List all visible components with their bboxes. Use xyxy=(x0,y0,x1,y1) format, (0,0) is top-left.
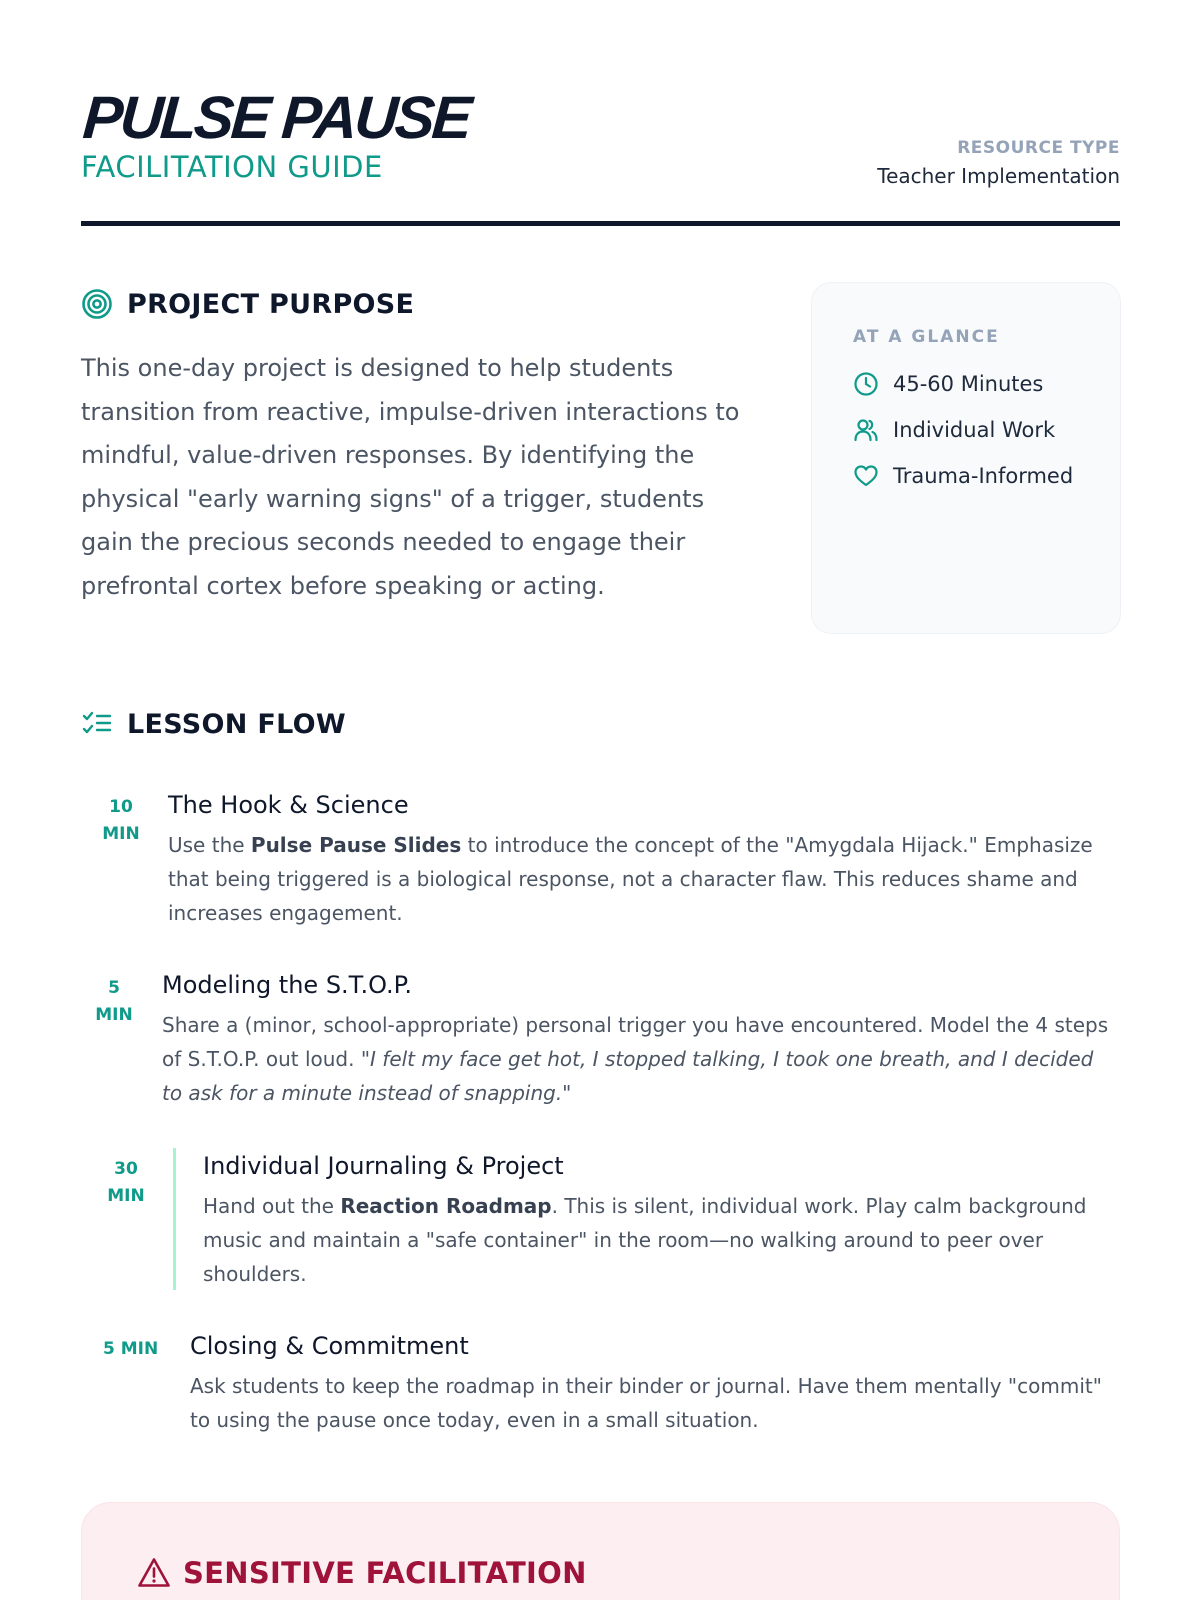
purpose-heading-text: PROJECT PURPOSE xyxy=(127,288,415,320)
flow-time xyxy=(96,794,146,848)
glance-label: AT A GLANCE xyxy=(853,327,1000,347)
resource-type-value: Teacher Implementation xyxy=(877,164,1120,188)
header-divider xyxy=(81,221,1120,226)
lesson-flow-heading-text: LESSON FLOW xyxy=(127,708,346,740)
clock-icon xyxy=(853,371,879,397)
flow-title: Individual Journaling & Project xyxy=(203,1152,564,1180)
sensitive-heading-text: SENSITIVE FACILITATION xyxy=(183,1556,587,1590)
warning-icon xyxy=(137,1556,171,1590)
desc-text: to introduce the concept of the "Amygdala Hijack." Emphasize that being triggered is a biological response, not a character flaw. This reduces shame and increases engagement. xyxy=(168,833,1093,925)
sensitive-heading xyxy=(137,1556,587,1590)
desc-bold: Pulse Pause Slides xyxy=(250,833,462,857)
flow-description xyxy=(203,1189,1118,1291)
time-unit: MIN xyxy=(95,1005,133,1025)
flow-description xyxy=(162,1008,1118,1110)
checklist-icon xyxy=(81,708,113,740)
desc-bold: Reaction Roadmap xyxy=(340,1194,552,1218)
flow-time: 5 MIN xyxy=(103,1339,159,1359)
time-number: 10 xyxy=(109,797,133,817)
glance-item-work xyxy=(853,417,1055,443)
flow-title: Closing & Commitment xyxy=(190,1332,469,1360)
time-unit: MIN xyxy=(102,824,140,844)
sensitive-facilitation-card xyxy=(81,1502,1120,1600)
flow-time xyxy=(101,1156,151,1210)
desc-text: . This is silent, individual work. Play calm background music and maintain a "safe container" in the room—no walking around to peer over shoulders. xyxy=(203,1194,1087,1286)
glance-item-duration xyxy=(853,371,1043,397)
users-icon xyxy=(853,417,879,443)
time-unit: MIN xyxy=(107,1186,145,1206)
glance-item-text: 45-60 Minutes xyxy=(893,372,1044,396)
desc-text: Use the xyxy=(168,833,251,857)
lesson-flow-heading xyxy=(81,708,346,740)
time-number: 5 xyxy=(108,978,120,998)
purpose-text: This one-day project is designed to help students transition from reactive, impulse-driven interactions to mindful, value-driven responses. By identifying the physical "early warning signs" of a trigger, students gain the precious seconds needed to engage their prefrontal cortex before speaking or acting. xyxy=(81,354,740,600)
resource-type-label: RESOURCE TYPE xyxy=(957,138,1120,158)
heart-icon xyxy=(853,463,879,489)
purpose-heading xyxy=(81,288,414,320)
flow-title: Modeling the S.T.O.P. xyxy=(162,971,413,999)
glance-item-text: Individual Work xyxy=(893,418,1056,442)
page-subtitle: FACILITATION GUIDE xyxy=(81,150,383,184)
flow-description xyxy=(168,828,1118,930)
target-icon xyxy=(81,288,113,320)
page-title: PULSE PAUSE xyxy=(80,84,472,151)
glance-item-text: Trauma-Informed xyxy=(893,464,1074,488)
desc-text: Share a (minor, school-appropriate) personal trigger you have encountered. Model the 4 steps of S.T.O.P. out loud. xyxy=(162,1013,1109,1071)
desc-quote: "I felt my face get hot, I stopped talking, I took one breath, and I decided to ask for a minute instead of snapping." xyxy=(162,1047,1094,1105)
desc-text: Hand out the xyxy=(203,1194,341,1218)
desc-text: Ask students to keep the roadmap in their binder or journal. Have them mentally "commit" to using the pause once today, even in a small situation. xyxy=(190,1374,1102,1432)
time-number: 30 xyxy=(114,1159,138,1179)
flow-description xyxy=(190,1369,1118,1437)
glance-item-approach xyxy=(853,463,1073,489)
flow-title: The Hook & Science xyxy=(168,791,409,819)
page-header xyxy=(80,84,1120,228)
active-step-indicator xyxy=(173,1148,176,1290)
at-a-glance-card xyxy=(811,282,1121,634)
flow-time xyxy=(89,975,139,1029)
